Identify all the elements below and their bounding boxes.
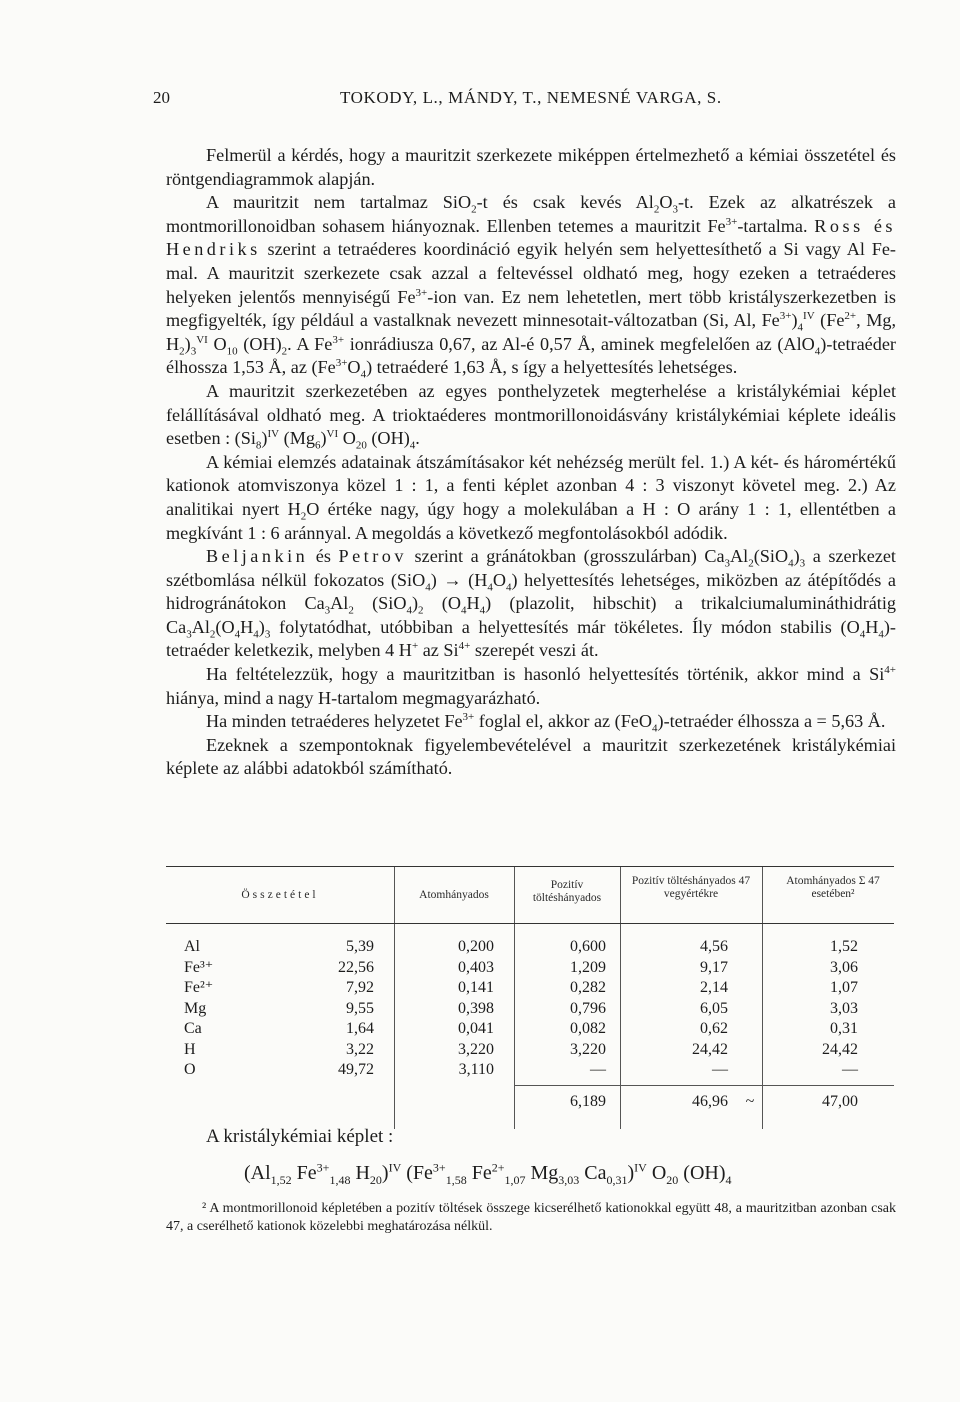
paragraph: Beljankin és Petrov szerint a gránátokban (grosszulárban) $Ca_3Al_2(SiO_4)_3$ a szerkezet szétbomlása nélkül fokozatos $(SiO_4) \to (H_4O_4)$ helyettesítés lehetséges, miközben az átépítődés a hidrogránátokon $Ca_3Al_2$ $(SiO_4)_2$ $(O_4H_4)$ (plazolit, hibschit) a trikalciumalumináthidrátig $Ca_3Al_2(O_4H_4)_3$ folytatódhat, utóbbiban a helyettesítés már tökéletes. Íly módon stabilis $(O_4H_4)$-tetraéder keletkezik, melyben 4 H+ az $Si^{4+}$ szerepét veszi át.	[166, 546, 897, 661]
col-positive-charge	[526, 937, 606, 1081]
paragraph: A kémiai elemzés adatainak átszámításakor két nehézség merült fel. 1.) A két- és háromértékű kationok atomviszonya közel 1 : 1, a fenti képlet azonban 4 : 3 viszonyt követel meg. 2.) Az analitikai nyert $H_2O$ értéke nagy, úgy hogy a molekulában a H : O arány 1 : 1, ellentétben a megkívánt 1 : 6 aránnyal. A megoldás a következő megfontolásokból adódik.	[166, 451, 896, 543]
table-cell: 0,398	[458, 999, 494, 1017]
approx-sign: ~	[745, 1093, 755, 1110]
table-cell: 0,62	[700, 1020, 728, 1037]
col-percent	[286, 937, 374, 1081]
total-positive-charge: 6,189	[570, 1093, 606, 1110]
table-cell: 22,56	[338, 958, 374, 976]
table-cell: —	[712, 1061, 728, 1078]
table-cell: 0,282	[570, 979, 606, 996]
table-cell: 6,05	[700, 999, 728, 1017]
table-cell: 9,17	[700, 958, 728, 976]
table-cell: 24,42	[692, 1040, 728, 1058]
table-cell: 1,64	[346, 1020, 374, 1037]
table-cell: 9,55	[346, 999, 374, 1017]
table-cell: 0,796	[570, 999, 606, 1017]
paragraph: A mauritzit nem tartalmaz SiO$_2$-t és csak kevés $Al_2O_3-t$. Ezek az alkatrészek a montmorillonoidban sohasem hiányoznak. Ellenben tetemes a mauritzit $Fe^{3+}$-tartalma. Ross és Hendriks szerint a tetraéderes koordináció egyik helyén sem helyettesíthető a Si vagy Al Fe-mal. A mauritzit szerkezete csak azzal a feltevéssel oldható meg, hogy ezeken a tetraéderes helyeken jelentős mennyiségű $Fe^{3+}$-ion van. Ez nem lehetetlen, mert több kristályszerkezetben is megfigyelték, így például a vastalknak nevezett minnesotait-változatban (Si, Al, $Fe^{3+})_4^{IV}$ ($Fe^{2+}$, Mg, $H_2)_3^{VI}$ $O_{10}$ $(OH)_2$. A $Fe^{3+}$ ionrádiusza 0,67, az Al-é 0,57 Å, aminek megfelelően az (AlO$_4$)-tetraéder élhossza 1,53 Å, az $(Fe^{3+}O_4)$ tetraéderé 1,63 Å, s így a helyettesítés lehetséges.	[166, 192, 897, 381]
table-cell: 0,200	[458, 938, 494, 955]
paragraph: A mauritzit szerkezetében az egyes ponthelyzetek megterhelése a kristálykémiai képlet felállításával oldható meg. A trioktaéderes montmorillonoidásvány kristálykémiai képlete ideális esetben : $(Si_8)^{IV}$ $(Mg_6)^{VI}$ $O_{20}$ $(OH)_4$.	[166, 380, 896, 452]
table-cell: 49,72	[338, 1061, 374, 1078]
paragraph: Ezeknek a szempontoknak figyelembevételével a mauritzit szerkezetének kristálykémiai képlete az alábbi adatokból számítható.	[166, 734, 896, 779]
total-atomic-ratio-47: 47,00	[822, 1093, 858, 1110]
paragraph: Felmerül a kérdés, hogy a mauritzit szerkezete miképpen értelmezhető a kémiai összetétel és röntgendiagrammok alapján.	[166, 145, 896, 189]
table-cell: 2,14	[700, 979, 728, 996]
table-cell: Fe³⁺	[184, 958, 214, 976]
table-cell: 1,07	[830, 979, 858, 996]
table-cell: 4,56	[700, 938, 728, 955]
article-body	[166, 144, 896, 781]
col-positive-charge-47	[642, 937, 728, 1081]
table-cell: —	[842, 1061, 858, 1078]
header-atomic-ratio-47: Atomhányados Σ 47 esetében²	[786, 875, 880, 900]
header-positive-charge-ratio: Pozitív töltéshányados	[532, 879, 602, 904]
table-cell: Fe²⁺	[184, 979, 214, 996]
formula-label: A kristálykémiai képlet :	[206, 1126, 394, 1147]
table-cell: 1,52	[830, 938, 858, 955]
table-cell: 3,110	[458, 1061, 494, 1078]
table-cell: 1,209	[570, 958, 606, 976]
crystal-chemical-formula: ($Al_{1,52}$ $Fe^{3+}_{1,48}$ $H_{20})^{IV}$ ($Fe^{3+}_{1,58}$ $Fe^{2+}_{1,07}$ $Mg_{3,03}$ $Ca_{0,31})^{IV}$ $O_{20}$ $(OH)_4$	[244, 1160, 732, 1187]
table-cell: 5,39	[346, 938, 374, 955]
table-cell: 3,06	[830, 958, 858, 976]
table-cell: O	[184, 1061, 196, 1078]
header-composition: Összetétel	[241, 889, 319, 901]
table-cell: 0,403	[458, 958, 494, 976]
table-cell: 24,42	[822, 1040, 858, 1058]
running-head-authors: TOKODY, L., MÁNDY, T., NEMESNÉ VARGA, S.	[340, 88, 722, 107]
header-positive-charge-47: Pozitív töltéshányados 47 vegyértékre	[631, 875, 751, 900]
table-cell: 0,041	[458, 1020, 494, 1037]
total-positive-charge-47: 46,96	[692, 1093, 728, 1110]
table-cell: 7,92	[346, 979, 374, 996]
header-atomic-ratio: Atomhányados	[419, 889, 489, 901]
table-cell: H	[184, 1040, 196, 1058]
table-cell: —	[590, 1061, 606, 1078]
table-cell: 0,600	[570, 938, 606, 955]
table-cell: Ca	[184, 1020, 202, 1037]
table-cell: 3,22	[346, 1040, 374, 1058]
table-cell: 0,082	[570, 1020, 606, 1037]
paragraph: Ha feltételezzük, hogy a mauritzitban is hasonló helyettesítés történik, akkor mind a $Si^{4+}$ hiánya, mind a nagy H-tartalom megmagyarázható.	[166, 664, 896, 708]
table-cell: 3,03	[830, 999, 858, 1017]
table-cell: 3,220	[570, 1040, 606, 1058]
table-cell: 3,220	[458, 1040, 494, 1058]
footnote-text: ² A montmorillonoid képletében a pozitív töltések összege kicserélhető kationokkal együtt 48, a mauritzitban azonban csak 47, a cserélhető kationok közelebbi meghatározása nélkül.	[166, 1201, 896, 1234]
col-element	[184, 937, 244, 1081]
table-cell: 0,31	[830, 1020, 858, 1037]
table-cell: 0,141	[458, 979, 494, 996]
footnote	[166, 1200, 896, 1235]
col-atomic-ratio-47	[776, 937, 858, 1081]
table-cell: Al	[184, 938, 200, 955]
col-atomic-ratio	[406, 937, 494, 1081]
composition-table	[166, 866, 894, 1129]
table-cell: Mg	[184, 999, 207, 1017]
page-number: 20	[153, 88, 170, 107]
paragraph: Ha minden tetraéderes helyzetet $Fe^{3+}$ foglal el, akkor az (FeO$_4$)-tetraéder élhossza a = 5,63 Å.	[206, 711, 886, 735]
